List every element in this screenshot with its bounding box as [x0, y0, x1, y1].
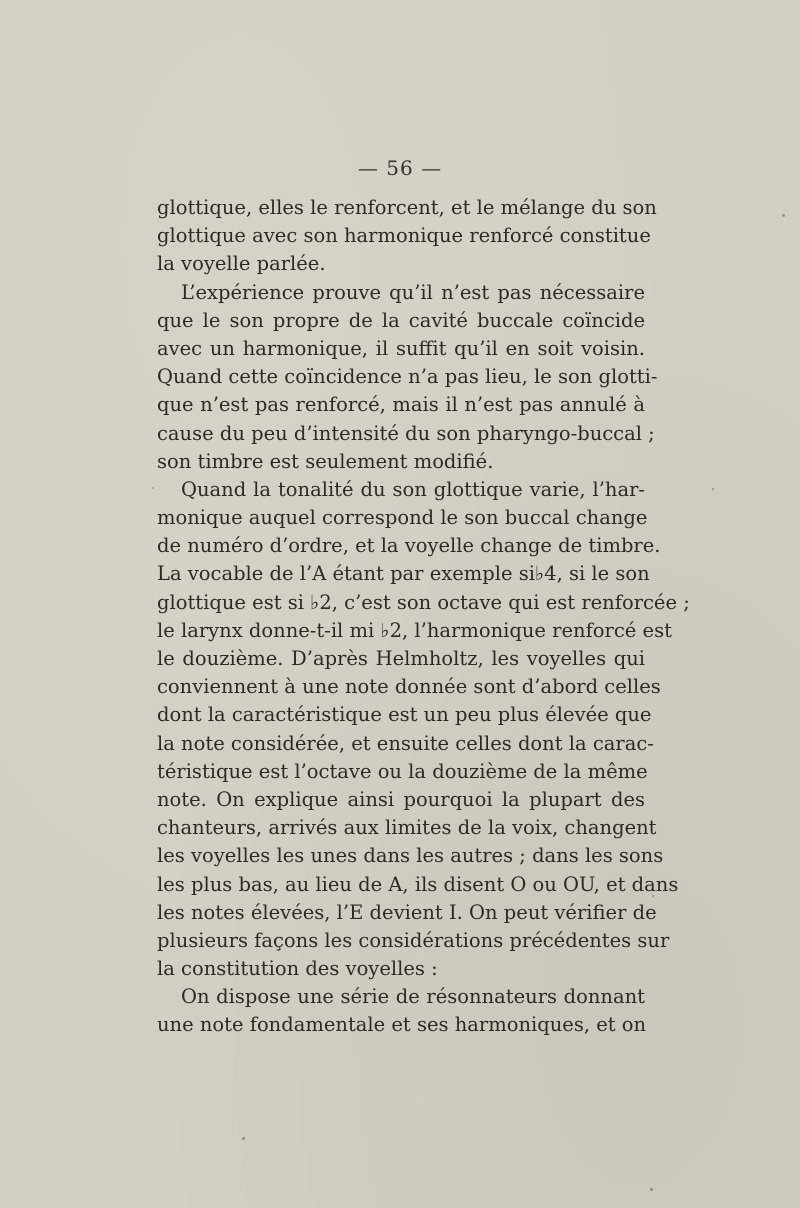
text-line: la voyelle parlée.: [157, 252, 326, 276]
text-line: avec un harmonique, il suffit qu’il en soit voisin.: [157, 336, 645, 360]
text-line: glottique est si ♭2, c’est son octave qui est renforcée ;: [157, 590, 690, 614]
text-line: cause du peu d’intensité du son pharyngo-buccal ;: [157, 421, 655, 445]
page-number: — 56 —: [357, 156, 443, 180]
paper-speck: [712, 488, 714, 490]
text-line: chanteurs, arrivés aux limites de la voix, changent: [157, 816, 657, 840]
text-line: la note considérée, et ensuite celles dont la carac-: [157, 731, 654, 755]
paper-speck: [652, 895, 654, 897]
text-line: téristique est l’octave ou la douzième de la même: [157, 759, 648, 783]
text-line: Quand cette coïncidence n’a pas lieu, le son glotti-: [157, 365, 658, 389]
paper-speck: [242, 1137, 245, 1140]
text-line: conviennent à une note donnée sont d’abord celles: [157, 675, 661, 699]
paper-speck: [650, 1188, 653, 1191]
text-line: plusieurs façons les considérations précédentes sur: [157, 928, 670, 952]
text-line: dont la caractéristique est un peu plus élevée que: [157, 703, 652, 727]
text-line: la constitution des voyelles :: [157, 957, 438, 981]
text-line: de numéro d’ordre, et la voyelle change de timbre.: [157, 534, 661, 558]
text-line: que n’est pas renforcé, mais il n’est pas annulé à: [157, 393, 645, 417]
paper-speck: [782, 214, 785, 217]
text-line: On dispose une série de résonnateurs donnant: [181, 985, 645, 1009]
text-line: le douzième. D’après Helmholtz, les voyelles qui: [157, 647, 645, 670]
text-line: les voyelles les unes dans les autres ; dans les sons: [157, 844, 664, 868]
text-line: le larynx donne-t-il mi ♭2, l’harmonique renforcé est: [157, 618, 672, 642]
paper-speck: [152, 487, 154, 489]
text-line: glottique avec son harmonique renforcé constitue: [157, 224, 651, 248]
text-line: La vocable de l’A étant par exemple si♭4, si le son: [157, 562, 650, 586]
text-line: une note fondamentale et ses harmoniques, et on: [157, 1013, 647, 1037]
text-line: note. On explique ainsi pourquoi la plupart des: [157, 787, 645, 811]
text-line: L’expérience prouve qu’il n’est pas nécessaire: [181, 280, 645, 304]
text-line: Quand la tonalité du son glottique varie, l’har-: [181, 477, 645, 501]
text-line: les plus bas, au lieu de A, ils disent O ou OU, et dans: [157, 872, 679, 896]
text-line: glottique, elles le renforcent, et le mélange du son: [157, 196, 657, 219]
text-line: monique auquel correspond le son buccal change: [157, 506, 648, 530]
text-line: les notes élevées, l’E devient I. On peut vérifier de: [157, 900, 657, 924]
body-text: [157, 194, 690, 1040]
text-line: son timbre est seulement modifié.: [157, 449, 494, 473]
text-line: que le son propre de la cavité buccale coïncide: [157, 308, 645, 332]
